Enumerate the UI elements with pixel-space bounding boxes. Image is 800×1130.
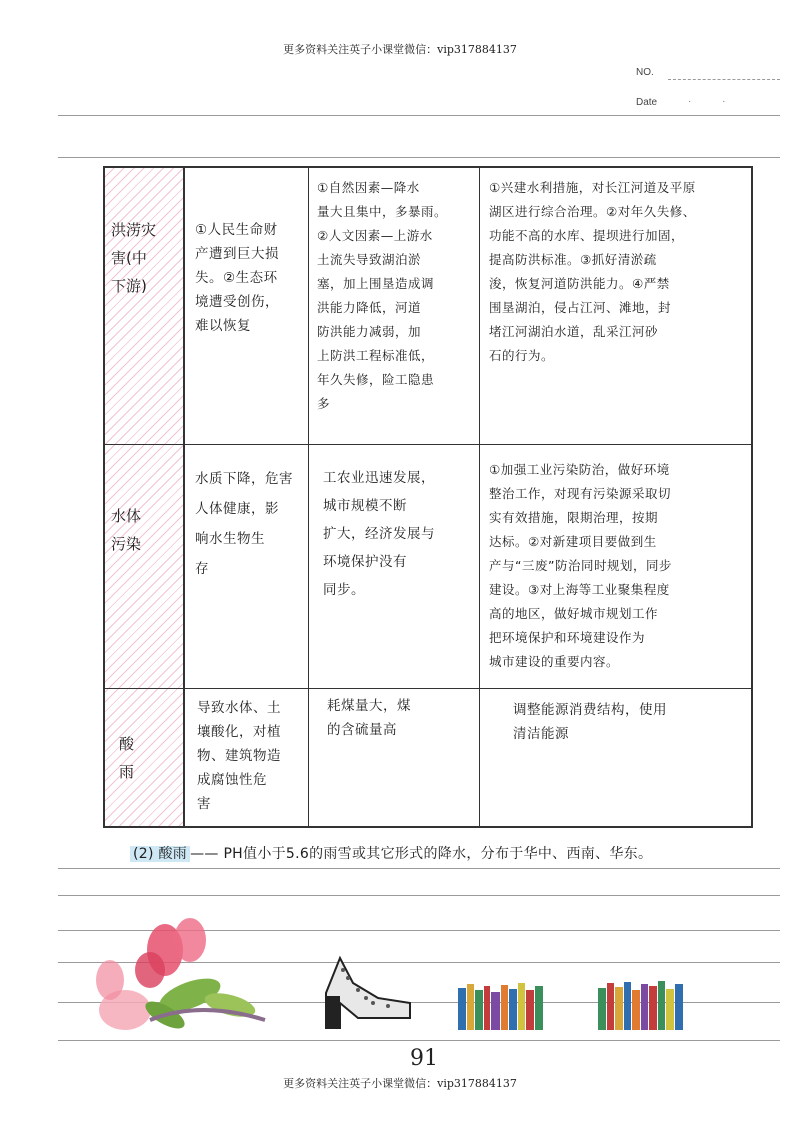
row-acid-measures: 调整能源消费结构，使用 清洁能源 [513, 702, 667, 742]
row-flood-cause: ①自然因素—降水 量大且集中，多暴雨。 ②人文因素—上游水 土流失导致湖泊淤 塞，加上围垦造成调 洪能力降低，河道 防洪能力减弱，加 上防洪工程标准低， 年久失修，险工隐患 多 [317, 180, 448, 411]
ruled-line [58, 868, 780, 869]
notebook-no-line [668, 79, 780, 80]
ruled-line [58, 1040, 780, 1041]
column-divider [479, 168, 480, 826]
row-flood-measures: ①兴建水利措施，对长江河道及平原 湖区进行综合治理。②对年久失修、 功能不高的水库、提坝进行加固， 提高防洪标准。③抓好清淤疏 浚，恢复河道防洪能力。④严禁 围垦湖泊，侵占江河、滩地，封 堵江河湖泊水道，乱采江河砂 石的行为。 [489, 180, 696, 363]
ruled-line [58, 157, 780, 158]
row-divider [105, 444, 751, 445]
column-divider [308, 168, 309, 826]
notebook-date-dots: · · [688, 96, 740, 107]
acid-rain-label: (2) 酸雨 [130, 846, 190, 862]
row-water-harm: 水质下降，危害 人体健康，影 响水生物生 存 [195, 471, 293, 577]
row-flood-harm: ①人民生命财 产遭到巨大损 失。②生态环 境遭受创伤， 难以恢复 [195, 222, 279, 334]
row-acid-cause: 耗煤量大，煤 的含硫量高 [327, 698, 411, 738]
notebook-date-label: Date [636, 97, 658, 108]
footer-watermark: 更多资料关注英子小课堂微信：vip317884137 [283, 1077, 517, 1090]
row-acid-harm: 导致水体、土 壤酸化，对植 物、建筑物造 成腐蚀性危 害 [197, 700, 281, 812]
acid-rain-definition [130, 843, 652, 863]
row-acid-category: 酸 雨 [119, 735, 135, 781]
books-illustration [458, 980, 553, 1030]
row-divider [105, 688, 751, 689]
row-water-cause: 工农业迅速发展， 城市规模不断 扩大，经济发展与 环境保护没有 同步。 [323, 470, 435, 598]
notebook-no-label: NO. [636, 67, 654, 78]
ruled-line [58, 115, 780, 116]
row-water-measures: ①加强工业污染防治，做好环境 整治工作，对现有污染源采取切 实有效措施，限期治理，按期 达标。②对新建项目要做到生 产与“三废”防治同时规划，同步 建设。③对上海等工业聚集程度 高的地区，做好城市规划工作 把环境保护和环境建设作为 城市建设的重要内容。 [489, 462, 672, 669]
shoe-illustration [318, 948, 418, 1033]
books-illustration [598, 978, 693, 1030]
page-number: 91 [410, 1046, 438, 1071]
ruled-line [58, 895, 780, 896]
disaster-table [103, 166, 753, 828]
acid-rain-text: —— PH值小于5.6的雨雪或其它形式的降水，分布于华中、西南、华东。 [190, 846, 653, 862]
header-watermark: 更多资料关注英子小课堂微信：vip317884137 [283, 43, 517, 56]
row-flood-category: 洪涝灾 害(中 下游) [111, 221, 157, 295]
row-water-category: 水体 污染 [111, 507, 142, 553]
flower-illustration [70, 910, 270, 1040]
